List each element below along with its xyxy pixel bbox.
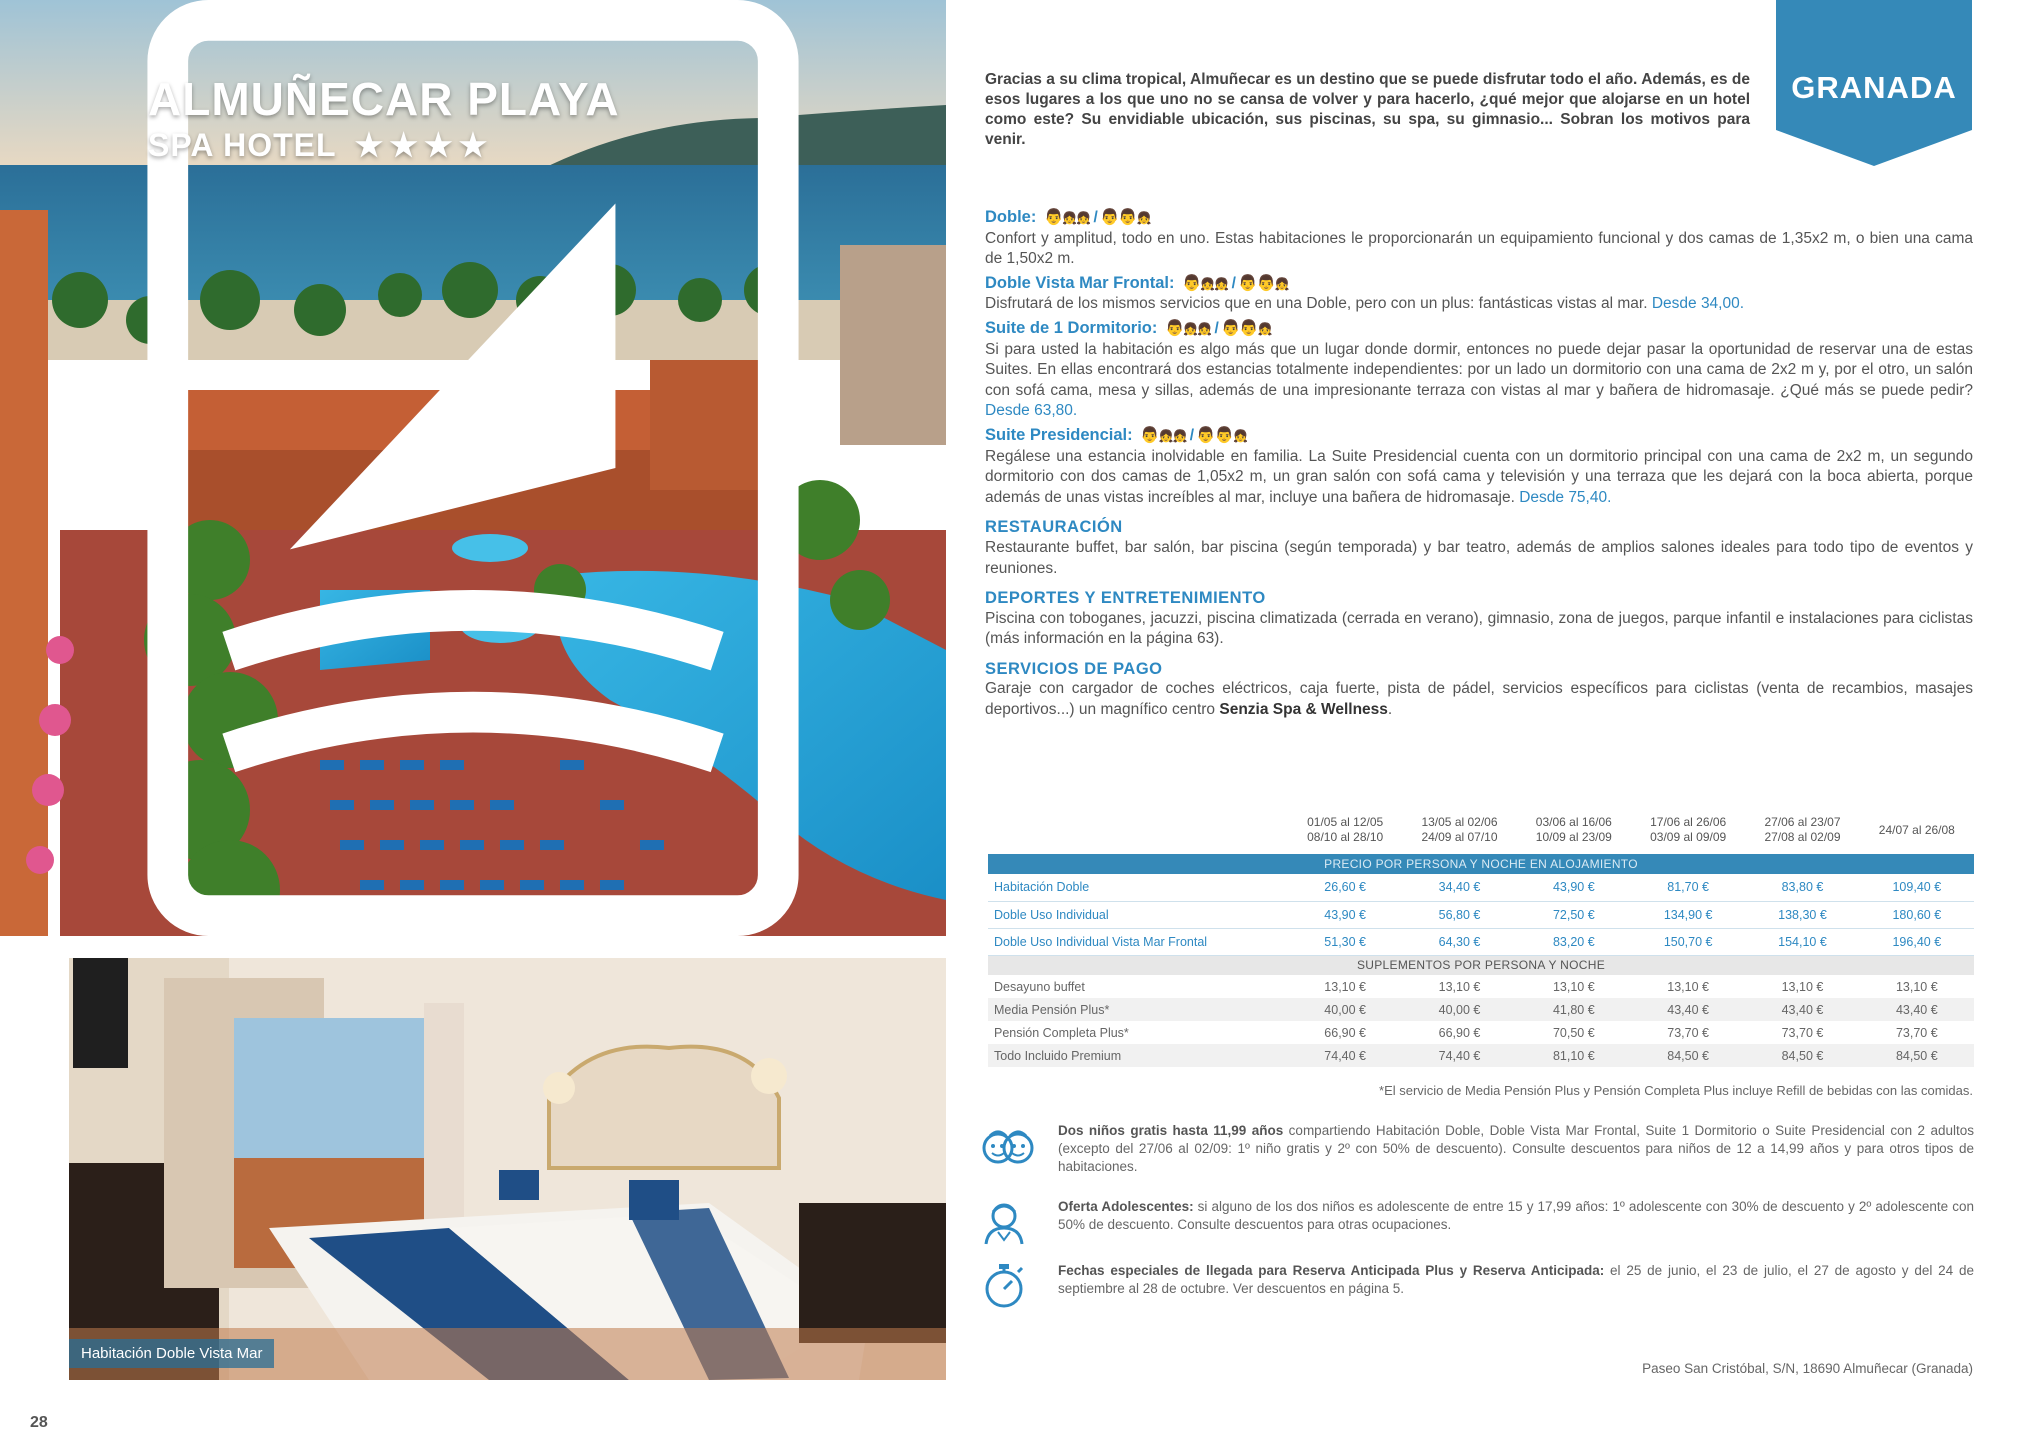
hotel-name: ALMUÑECAR PLAYA (148, 73, 620, 125)
price-cell: 73,70 € (1895, 1025, 1938, 1040)
price-cell: 180,60 € (1860, 901, 1974, 928)
occupancy-icon: 👨👧👧 / 👨👨👧 (1136, 426, 1247, 444)
price-cell: 43,90 € (1517, 874, 1631, 901)
price-cell: 84,50 € (1745, 1044, 1859, 1067)
occupancy-icon: 👨👧👧 / 👨👨👧 (1178, 274, 1289, 292)
period-line-2: 08/10 al 28/10 (1307, 830, 1384, 844)
table-row (988, 1044, 1974, 1067)
room-photo-caption: Habitación Doble Vista Mar (69, 1339, 274, 1368)
price-cell: 13,10 € (1552, 979, 1595, 994)
period-header (1402, 806, 1516, 854)
price-band-row (988, 854, 1974, 874)
table-row (988, 998, 1974, 1021)
price-cell: 83,20 € (1517, 928, 1631, 955)
price-table-header-row (988, 806, 1974, 854)
hotel-aerial-photo (0, 0, 946, 936)
row-label: Habitación Doble (988, 874, 1288, 901)
price-cell: 154,10 € (1745, 928, 1859, 955)
room-type-description (985, 340, 1973, 422)
offer-title: Dos niños gratis hasta 11,99 años (1058, 1123, 1284, 1138)
spa-name: Senzia Spa & Wellness (1219, 701, 1388, 719)
children-faces-icon (980, 1122, 1036, 1170)
hotel-details (985, 207, 1973, 721)
price-cell: 138,30 € (1745, 901, 1859, 928)
price-cell: 26,60 € (1288, 874, 1402, 901)
room-type-title: Doble Vista Mar Frontal: (985, 273, 1175, 292)
period-header (1631, 806, 1745, 854)
price-cell: 51,30 € (1288, 928, 1402, 955)
period-header (1288, 806, 1402, 854)
period-line-2: 24/09 al 07/10 (1421, 830, 1498, 844)
price-cell: 81,10 € (1517, 1044, 1631, 1067)
room-type-title: Suite de 1 Dormitorio: (985, 318, 1158, 337)
room-type-description: Confort y amplitud, todo en uno. Estas habitaciones le proporcionarán un equipamiento funcional y dos camas de 1,35x2 m, o bien una cama de 1,50x2 m. (985, 229, 1973, 268)
row-label: Doble Uso Individual (988, 901, 1288, 928)
price-cell: 70,50 € (1552, 1025, 1595, 1040)
region-label: GRANADA (1791, 70, 1957, 105)
room-description-text: Si para usted la habitación es algo más que un lugar donde dormir, entonces no puede dejar pasar la oportunidad de reservar una de estas Suites. En ellas encontrará dos estancias totalmente independientes: por un lado un dormitorio con una cama de 2x2 m y, por el otro, un salón con sofá cama, mesa y sillas, además de una impresionante terraza con vistas al mar y bañera de hidromasaje. ¿Qué más se puede pedir? (985, 340, 1973, 399)
price-table-corner (988, 806, 1288, 854)
teenager-icon (980, 1198, 1036, 1246)
offer-body: el 25 de junio, el 23 de julio, el 27 de agosto y del 24 de septiembre al 28 de octubre. Ver descuentos en página 5. (1058, 1263, 1975, 1296)
servicios-end: . (1387, 701, 1393, 719)
period-line-1: 17/06 al 26/06 (1650, 815, 1727, 829)
price-cell: 13,10 € (1324, 979, 1367, 994)
period-header (1517, 806, 1631, 854)
room-type-title: Suite Presidencial: (985, 425, 1133, 444)
price-cell: 109,40 € (1860, 874, 1974, 901)
stopwatch-icon (980, 1262, 1036, 1310)
room-illustration (69, 958, 946, 1380)
period-line-1: 27/06 al 23/07 (1764, 815, 1841, 829)
price-cell: 43,40 € (1631, 998, 1745, 1021)
room-type-doble-vista-mar (985, 273, 1973, 315)
table-row (988, 975, 1974, 998)
supplement-band-row (988, 955, 1974, 975)
price-cell: 196,40 € (1860, 928, 1974, 955)
row-label: Media Pensión Plus* (988, 998, 1288, 1021)
room-description-text: Disfrutará de los mismos servicios que en una Doble, pero con un plus: fantásticas vistas al mar. (985, 295, 1648, 313)
section-title-restauracion: RESTAURACIÓN (985, 518, 1123, 537)
hotel-intro: Gracias a su clima tropical, Almuñecar es un destino que se puede disfrutar todo el año. Además, es de esos lugares a los que uno no se cansa de volver y para hacerlo, ¿qué mejor que alojarse en un hotel como este? Su envidiable ubicación, sus piscinas, su spa, su gimnasio... Sobran los motivos para venir. (985, 71, 1750, 148)
price-band-label: PRECIO POR PERSONA Y NOCHE EN ALOJAMIENTO (988, 854, 1974, 874)
table-row (988, 1021, 1974, 1044)
hotel-subtitle (148, 126, 493, 164)
table-row (988, 928, 1974, 955)
price-cell: 150,70 € (1631, 928, 1745, 955)
price-cell: 56,80 € (1402, 901, 1516, 928)
price-cell: 134,90 € (1631, 901, 1745, 928)
offer-text (1058, 1262, 1974, 1298)
offer-title: Fechas especiales de llegada para Reserva Anticipada Plus y Reserva Anticipada: (1058, 1263, 1605, 1278)
price-cell: 66,90 € (1438, 1025, 1481, 1040)
period-line-1: 13/05 al 02/06 (1421, 815, 1498, 829)
price-table (988, 806, 1974, 1067)
price-cell: 13,10 € (1667, 979, 1709, 994)
servicios-text: Garaje con cargador de coches eléctricos, caja fuerte, pista de pádel, servicios específicos para ciclistas (venta de recambios, masajes deportivos...) un magnífico centro (985, 680, 1973, 719)
period-header (1745, 806, 1859, 854)
price-cell: 41,80 € (1517, 998, 1631, 1021)
period-line-2: 10/09 al 23/09 (1535, 830, 1612, 844)
row-label: Todo Incluido Premium (988, 1044, 1288, 1067)
room-type-doble (985, 207, 1973, 270)
price-cell: 64,30 € (1402, 928, 1516, 955)
price-cell: 43,40 € (1860, 998, 1974, 1021)
section-title-servicios: SERVICIOS DE PAGO (985, 659, 1163, 678)
hotel-address: Paseo San Cristóbal, S/N, 18690 Almuñecar (Granada) (1642, 1361, 1973, 1376)
price-table-note: *El servicio de Media Pensión Plus y Pensión Completa Plus incluye Refill de bebidas con las comidas. (1379, 1083, 1973, 1098)
price-cell: 84,50 € (1631, 1044, 1745, 1067)
price-cell: 73,70 € (1781, 1025, 1824, 1040)
supplement-band-label: SUPLEMENTOS POR PERSONA Y NOCHE (988, 955, 1974, 975)
hotel-subtitle-text: SPA HOTEL (148, 127, 337, 163)
price-cell: 43,90 € (1288, 901, 1402, 928)
period-line-1: 01/05 al 12/05 (1307, 815, 1384, 829)
period-line-2: 03/09 al 09/09 (1650, 830, 1727, 844)
period-line-1: 24/07 al 26/08 (1878, 822, 1955, 837)
section-text-deportes: Piscina con toboganes, jacuzzi, piscina climatizada (cerrada en verano), gimnasio, zona de juegos, parque infantil e instalaciones para ciclistas (más información en la página 63). (985, 609, 1973, 648)
offer-text (1058, 1122, 1974, 1176)
room-price-from: Desde 34,00. (1651, 295, 1745, 313)
price-cell: 13,10 € (1781, 979, 1824, 994)
room-type-description (985, 294, 1973, 315)
page-number: 28 (30, 1414, 48, 1431)
price-cell: 34,40 € (1402, 874, 1516, 901)
price-cell: 81,70 € (1631, 874, 1745, 901)
row-label: Desayuno buffet (994, 979, 1085, 994)
price-cell: 74,40 € (1288, 1044, 1402, 1067)
price-cell: 83,80 € (1745, 874, 1859, 901)
period-header (1860, 806, 1974, 854)
table-row (988, 874, 1974, 901)
price-cell: 13,10 € (1895, 979, 1938, 994)
offer-text (1058, 1198, 1974, 1234)
occupancy-icon: 👨👧👧 / 👨👨👧 (1161, 319, 1272, 337)
room-price-from: Desde 75,40. (1519, 488, 1612, 506)
price-cell: 40,00 € (1288, 998, 1402, 1021)
room-photo (69, 958, 946, 1380)
room-type-suite-presidencial (985, 425, 1973, 508)
period-line-2: 27/08 al 02/09 (1764, 830, 1841, 844)
table-row (988, 901, 1974, 928)
section-text-servicios (985, 679, 1973, 720)
price-cell: 40,00 € (1402, 998, 1516, 1021)
room-type-suite-1-dormitorio (985, 318, 1973, 422)
room-type-description (985, 447, 1973, 509)
region-banner (1776, 0, 1972, 166)
section-title-deportes: DEPORTES Y ENTRETENIMIENTO (985, 589, 1266, 608)
occupancy-icon: 👨👧👧 / 👨👨👧 (1040, 209, 1151, 226)
offer-title: Oferta Adolescentes: (1058, 1199, 1194, 1214)
offer-body: si alguno de los dos niños es adolescente de entre 15 y 17,99 años: 1º adolescente con 30% de descuento y 2º adolescente con 50% de descuento. Consulte descuentos para otras ocupaciones. (1058, 1199, 1974, 1232)
price-cell: 73,70 € (1667, 1025, 1709, 1040)
price-cell: 13,10 € (1438, 979, 1481, 994)
hotel-stars: ★★★★ (354, 127, 494, 163)
room-price-from: Desde 63,80. (985, 402, 1078, 420)
price-cell: 84,50 € (1860, 1044, 1974, 1067)
period-line-1: 03/06 al 16/06 (1535, 815, 1612, 829)
offer-body: compartiendo Habitación Doble, Doble Vista Mar Frontal, Suite 1 Dormitorio o Suite Presidencial con 2 adultos (excepto del 27/06 al 02/09: 1º niño gratis y 2º con 50% de descuento). Consulte descuentos para niños de 12 a 14,99 años y para otros tipos de habitaciones. (1058, 1123, 1974, 1174)
price-cell: 72,50 € (1517, 901, 1631, 928)
room-description-text: Regálese una estancia inolvidable en familia. La Suite Presidencial cuenta con un dormitorio principal con una cama de 2x2 m, un segundo dormitorio con dos camas de 1,05x2 m, un gran salón con sofá cama y televisión y una terraza que les dejará con la boca abierta, porque además de unas vistas increíbles al mar, incluye una bañera de hidromasaje. (985, 447, 1973, 506)
price-cell: 66,90 € (1324, 1025, 1367, 1040)
row-label: Pensión Completa Plus* (994, 1025, 1129, 1040)
row-label: Doble Uso Individual Vista Mar Frontal (988, 928, 1288, 955)
price-cell: 74,40 € (1402, 1044, 1516, 1067)
room-type-title: Doble: (985, 208, 1037, 226)
section-text-restauracion: Restaurante buffet, bar salón, bar piscina (según temporada) y bar teatro, además de amplios salones ideales para todo tipo de eventos y reuniones. (985, 538, 1973, 577)
price-cell: 43,40 € (1745, 998, 1859, 1021)
